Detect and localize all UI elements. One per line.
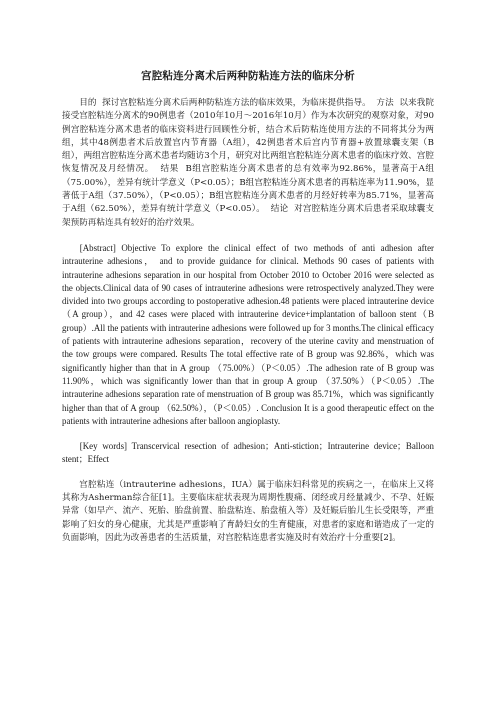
body-paragraph: 宫腔粘连（intrauterine adhesions，IUA）属于临床妇科常见的疾病之一，在临床上又将其称为Asherman综合征[1]。主要临床症状表现为周期性腹痛、闭经或月经量减少、不孕、妊娠异常（如早产、流产、死胎、胎盘前置、胎盘粘连、胎盘植入等）及妊娠后胎儿生长受限等，严重影响了妇女的身心健康，尤其是严重影响了育龄妇女的生育健康，对患者的家庭和谐造成了一定的负面影响，因此为改善患者的生活质量，对宫腔粘连患者实施及时有效治疗十分重要[2]。 [62,479,434,543]
results-text: B组宫腔粘连分离术患者的总有效率为92.86%，显著高于A组（75.00%），差异有统计学意义（P<0.05）；B组宫腔粘连分离术患者的再粘连率为11.90%，显著低于A组（37.50%），（P<0.05）；B组宫腔粘连分离术患者的月经好转率为85.71%，显著高于A组（62.50%），差异有统计学意义（P<0.05）。 [62,164,434,215]
chinese-abstract [62,97,434,230]
en-objective-label: Objective [121,242,156,253]
methods-text: 以来我院接受宫腔粘连分离术的90例患者（2010年10月～2016年10月）作为本次研究的观察对象，对90例宫腔粘连分离术患者的临床资料进行回顾性分析，结合术后防粘连使用方法的不同将其分为两组，其中48例患者术后放置宫内节育器（A组），42例患者术后宫内节育器+放置球囊支架（B组），两组宫腔粘连分离术患者均随访3个月，研究对比两组宫腔粘连分离术患者的临床疗效、宫腔恢复情况及月经情况。 [62,98,434,175]
results-label: 结果 [160,164,179,175]
keywords-label: [Key words] [79,441,127,452]
conclusion-text: 对宫腔粘连分离术后患者采取球囊支架预防再粘连具有较好的治疗效果。 [62,204,434,228]
methods-label: 方法 [376,98,394,108]
english-abstract [62,242,434,428]
en-abstract-text: To explore the clinical effect of two methods of anti adhesion after intrauterine adhesions， and to provide guidance for clinical. Methods 90 cases of patients with intrauterine adhesions separation in our hospital from October 2010 to October 2016 were selected as the objects.Clinical data of 90 cases of intrauterine adhesions were retrospectively analyzed.They were divided into two groups according to postoperative adhesion.48 patients were placed intrauterine device（A group），and 42 cases were placed with intrauterine device+implantation of balloon stent（B group）.All the patients with intrauterine adhesions were followed up for 3 months.The clinical efficacy of patients with intrauterine adhesions separation，recovery of the uterine cavity and menstruation of the tow groups were compared. Results The total effective rate of B group was 92.86%，which was significantly higher than that in A group （75.00%）（P＜0.05）.The adhesion rate of B group was 11.90%，which was significantly lower than that in group A group （37.50%）（P＜0.05）.The intrauterine adhesions separation rate of menstruation of B group was 85.71%，which was significantly higher than that of A group （62.50%），（P＜0.05）. Conclusion It is a good therapeutic effect on the patients with intrauterine adhesions after balloon angioplasty. [62,242,434,426]
abstract-label: [Abstract] [79,242,116,253]
keywords-text: Transcervical resection of adhesion；Anti-stiction；Intrauterine device；Balloon stent；Effect [62,441,434,465]
paper-title: 宫腔粘连分离术后两种防粘连方法的临床分析 [141,70,355,82]
objective-text: 探讨宫腔粘连分离术后两种防粘连方法的临床效果，为临床提供指导。 [102,98,371,108]
conclusion-label: 结论 [270,204,289,215]
objective-label: 目的 [79,98,97,108]
keywords [62,440,434,467]
